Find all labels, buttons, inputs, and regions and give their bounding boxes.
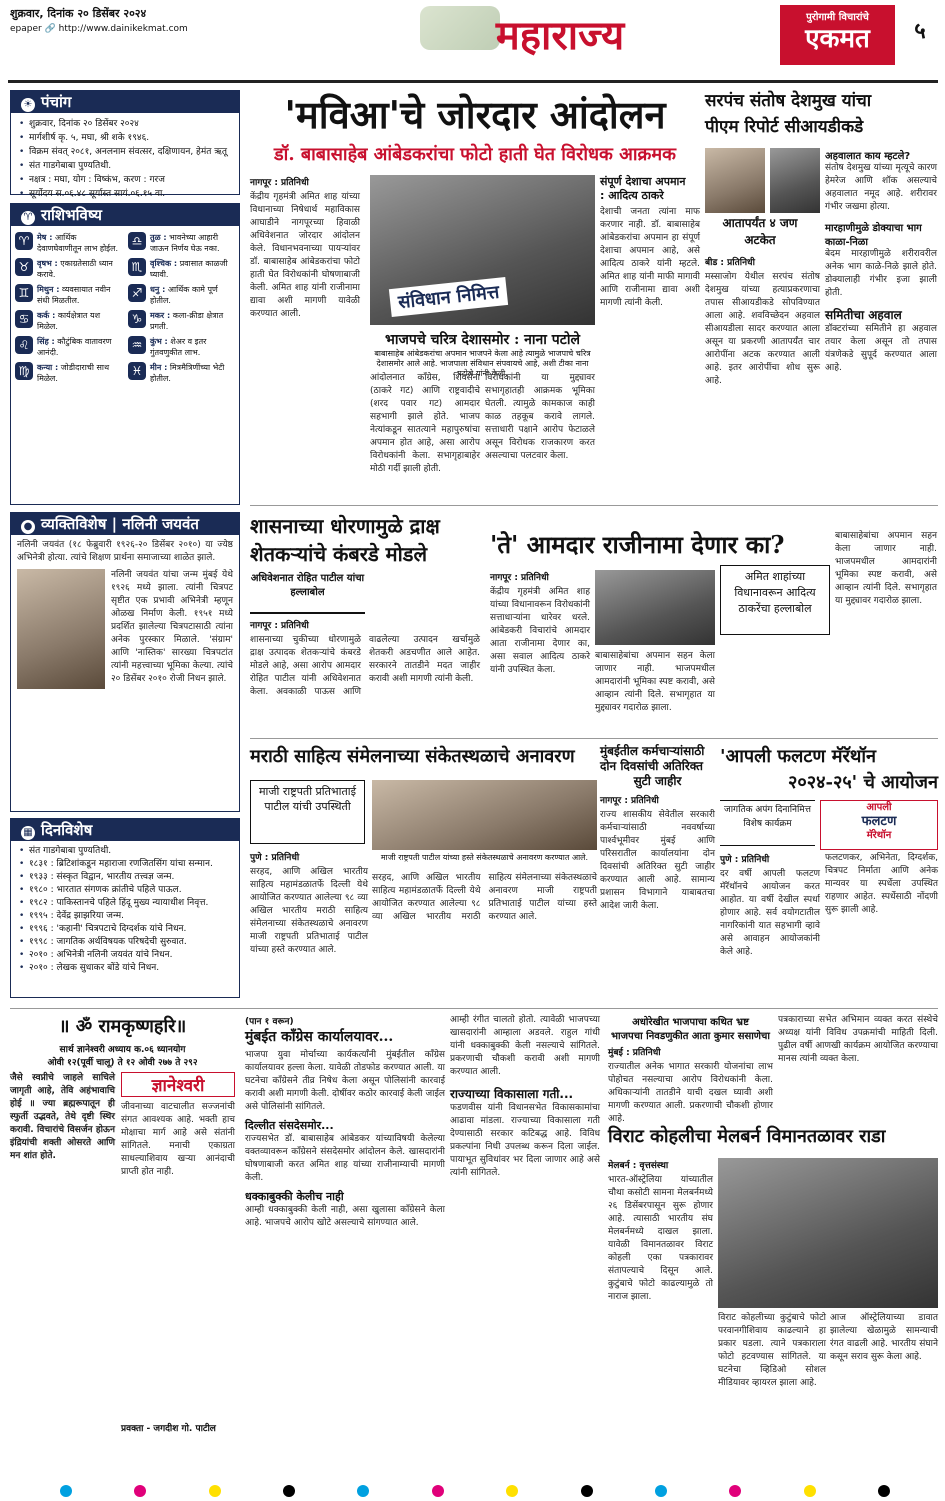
sarpanch-headline-1: सरपंच संतोष देशमुख यांचा xyxy=(705,91,872,111)
list-item: • २०१० : अभिनेत्री नलिनी जयवंत यांचे निधन. xyxy=(19,949,231,962)
zodiac-sign-icon: ♉ xyxy=(15,258,33,276)
rashi-grid xyxy=(11,226,239,390)
sarpanch-text: मस्साजोग येथील सरपंच संतोष देशमुख यांच्या हत्याप्रकरणाचा तपास सीआयडीकडे सोपविण्यात आला आहे. शवविच्छेदन अहवाल सीआयडीला सादर करण्यात आला असून या प्रकरणी आतापर्यंत चार आरोपींना अटक करण्यात आली आहे. इतर आरोपींचा शोध सुरू आहे. xyxy=(705,272,820,386)
hakk-headline-2: भाजपचा निवडणुकीत आता कुमार ससाणेचा xyxy=(611,1031,770,1042)
drakshe-byline: नागपूर : प्रतिनिधी xyxy=(250,621,309,631)
aaditya-title: संपूर्ण देशाचा अपमान xyxy=(600,175,686,188)
holiday-headline-2: दोन दिवसांची अतिरिक्त xyxy=(600,759,704,773)
divider xyxy=(250,738,938,739)
virat-kohli-photo xyxy=(718,1158,938,1308)
zodiac-sign-icon: ♓ xyxy=(128,362,146,380)
santosh-deshmukh-photo xyxy=(705,148,765,213)
konkan-story xyxy=(778,1014,938,1114)
sarpanch-body xyxy=(705,255,820,495)
congress-sub: दिल्लीत संसदेसमोर... xyxy=(245,1119,334,1132)
rashi-name: कुंभ : xyxy=(150,337,168,346)
list-item: • १९९५ : देवेंद्र झाझरिया जन्म. xyxy=(19,910,231,923)
rajinama-side xyxy=(835,530,937,730)
rashi-name: वृषभ : xyxy=(37,259,58,268)
virat-body-3 xyxy=(830,1312,938,1477)
divider xyxy=(250,505,938,506)
drakshe-headline-2: शेतकऱ्यांचे कंबरडे मोडले xyxy=(250,542,428,566)
hakk-story xyxy=(608,1014,773,1124)
sahitya-badge: माजी राष्ट्रपती प्रतिभाताई पाटील यांची उपस्थिती xyxy=(250,780,365,844)
yellow-dot xyxy=(506,1485,518,1497)
mumbai-holiday xyxy=(600,744,715,999)
rashi-name: मीन : xyxy=(150,363,168,372)
list-item: • २०१० : लेखक सुधाकर बोंडे यांचे निधन. xyxy=(19,962,231,975)
lead-subhead: डॉ. बाबासाहेब आंबेडकरांचा फोटो हाती घेत विरोधक आक्रमक xyxy=(274,144,676,165)
holiday-text: राज्य शासकीय सेवेतील सरकारी कर्मचाऱ्यांसाठी नववर्षाच्या पार्श्वभूमीवर मुंबई आणि परिसरातील कार्यालयांना दोन दिवसांची अतिरिक्त सुटी जाहीर करण्यात आली आहे. सामान्य प्रशासन विभागाने याबाबतचा आदेश जारी केला. xyxy=(600,810,715,911)
lead-col2-text: आंदोलनात काँग्रेस, शिवसेना (ठाकरे गट) आणि राष्ट्रवादीचे (शरद पवार गट) आमदार सहभागी झाले होते. भाजप नेत्यांकडून सातत्याने महापुरुषांचा अपमान होत आहे, असा आरोप विरोधकांनी केला. सभागृहाबाहेर मोठी गर्दी झाली होती. xyxy=(370,373,480,474)
marathon-logo-1: आपली xyxy=(866,802,892,813)
black-dot xyxy=(581,1485,593,1497)
lead-col3-text: विरोधकांनी या मुद्द्यावर सभागृहातही आक्रमक भूमिका घेतली. त्यामुळे कामकाज काही काळ तहकूब करावे लागले. सत्ताधारी पक्षाने आरोप फेटाळले असून विरोधक राजकारण करत असल्याचा पलटवार केला. xyxy=(485,373,595,461)
rashi-item xyxy=(15,284,122,306)
rashi-text: आर्थिक देवाणघेवाणीतून लाभ होईल. xyxy=(37,233,119,253)
sahitya-body-2 xyxy=(372,872,597,1000)
virat-byline: मेलबर्न : वृत्तसंस्था xyxy=(608,1161,669,1171)
yellow-dot xyxy=(209,1485,221,1497)
rashi-name: सिंह : xyxy=(37,337,55,346)
vyakti-lead: नलिनी जयवंत (१८ फेब्रुवारी १९२६-२० डिसेंबर २०१०) या ज्येष्ठ अभिनेत्री होत्या. त्यांचे शिक्षण प्रार्थना समाजाच्या शाळेत झाले. xyxy=(17,540,233,563)
congress-headline: मुंबईत काँग्रेस कार्यालयावर... xyxy=(245,1029,394,1045)
rashi-item xyxy=(15,336,122,358)
list-item: • मार्गशीर्ष कृ. ५, मघा, श्री शके १९४६. xyxy=(19,131,231,145)
rashi-text: प्रवासात काळजी घ्यावी. xyxy=(150,259,228,279)
cyan-dot xyxy=(655,1485,667,1497)
panchang-header xyxy=(11,91,239,113)
zodiac-sign-icon: ♋ xyxy=(15,310,33,328)
vyakti-header: ● व्यक्तिविशेष | नलिनी जयवंत xyxy=(11,513,239,535)
lead-headline: 'मविआ'चे जोरदार आंदोलन xyxy=(284,92,666,137)
rashi-name: धनु : xyxy=(150,285,166,294)
protest-photo xyxy=(370,175,595,325)
calendar-icon: ▦ xyxy=(21,826,35,840)
congress-col2-text: आम्ही रंगीत चालतो होतो. त्यावेळी भाजपच्या खासदारांनी आम्हाला अडवले. राहुल गांधी यांनी धक्काबुक्की केली नसल्याचे सांगितले. प्रकरणाची चौकशी करावी अशी मागणी करण्यात आली. xyxy=(450,1015,600,1077)
sahitya-photo xyxy=(372,780,597,850)
sahitya-text-2: सरहद, आणि अखिल भारतीय साहित्य महामंडळातर्फे दिल्ली येथे आयोजित करण्यात आलेल्या ९८ व्या अखिल भारतीय मराठी साहित्य संमेलनाच्या संकेतस्थळाचे अनावरण माजी राष्ट्रपती प्रतिभाताई पाटील यांच्या हस्ते करण्यात आले. xyxy=(372,873,597,922)
sahitya-photo-caption: माजी राष्ट्रपती पाटील यांच्या हस्ते संकेतस्थळाचे अनावरण करण्यात आले. xyxy=(380,853,589,862)
holiday-headline-1: मुंबईतील कर्मचाऱ्यांसाठी xyxy=(600,744,705,758)
zodiac-sign-icon: ♊ xyxy=(15,284,33,302)
person-icon: ● xyxy=(21,520,35,534)
dinvishesh-box xyxy=(10,818,240,998)
rashi-title: राशिभविष्य xyxy=(41,206,102,224)
hakk-text: राज्यातील अनेक भागात सरकारी योजनांचा लाभ पोहोचत नसल्याचा आरोप विरोधकांनी केला. अधिकाऱ्यांनी तातडीने याची दखल घ्यावी अशी मागणी करण्यात आली. प्रकरणाची चौकशी होणार आहे. xyxy=(608,1062,773,1124)
list-item: • १९९६ : 'कहानी' चित्रपटाचे दिग्दर्शक यांचे निधन. xyxy=(19,923,231,936)
dinvishesh-header xyxy=(11,819,239,841)
aaditya-side xyxy=(600,175,700,495)
marathon-headline-2: २०२४-२५' चे आयोजन xyxy=(788,772,938,793)
zodiac-sign-icon: ♎ xyxy=(128,232,146,250)
marathon-logo-2: फलटण xyxy=(861,814,897,829)
brand-tagline: पुरोगामी विचारांचे xyxy=(806,12,869,23)
virat-body-2 xyxy=(718,1312,826,1477)
congress-tag: (पान १ वरून) xyxy=(245,1017,294,1027)
marathon-text: दर वर्षी आपली फलटण मॅरॅथॉनचे आयोजन करत आहोत. या वर्षी देखील स्पर्धा होणार आहे. सर्व वयोगटातील नागरिकांनी यात सहभागी व्हावे असे आवाहन आयोजकांनी केले आहे. xyxy=(720,869,820,957)
ramkrishna-title: ॥ ॐ रामकृष्णहरि॥ xyxy=(58,1016,187,1037)
drakshe-badge: अधिवेशनात रोहित पाटील यांचा हल्लाबोल xyxy=(250,572,365,614)
congress-text-4: फडणवीस यांनी विधानसभेत विकासकामांचा आढावा मांडला. राज्याच्या विकासाला गती देण्यासाठी सरकार कटिबद्ध आहे. विविध प्रकल्पांना निधी उपलब्ध करून दिला जाईल. पायाभूत सुविधांवर भर दिला जाणार आहे असे त्यांनी सांगितले. xyxy=(450,1103,600,1178)
rashi-text: कार्यक्षेत्रात यश मिळेल. xyxy=(37,311,101,331)
holiday-headline-3: सुटी जाहीर xyxy=(633,774,682,788)
rajinama-body-2 xyxy=(595,650,715,730)
rashi-item xyxy=(15,362,122,384)
congress-sub-2: धक्काबुक्की केलीच नाही xyxy=(245,1190,344,1203)
hakk-headline-1: अधोरेखीत भाजपाचा कथित भ्रष्ट xyxy=(632,1017,749,1028)
list-item: • १९९८ : जागतिक अर्थविषयक परिषदेची सुरुवात. xyxy=(19,936,231,949)
virat-text: भारत-ऑस्ट्रेलिया यांच्यातील चौथा कसोटी सामना मेलबर्नमध्ये २६ डिसेंबरपासून सुरू होणार आहे. त्यासाठी भारतीय संघ मेलबर्नमध्ये दाखल झाला. यावेळी विमानतळावर विराट कोहली एका पत्रकारावर संतापल्याचे दिसून आले. कुटुंबाचे फोटो काढल्यामुळे तो नाराज झाला. xyxy=(608,1175,713,1302)
vyakti-body: नलिनी जयवंत यांचा जन्म मुंबई येथे १९२६ मध्ये झाला. त्यांनी चित्रपट सृष्टीत एक प्रभावी अभिनेत्री म्हणून ओळख निर्माण केली. १९५१ मध्ये प्रदर्शित झालेल्या चित्रपटासाठी त्यांना अनेक पुरस्कार मिळाले. 'संग्राम' आणि 'नास्तिक' सारख्या चित्रपटांत त्यांनी महत्त्वाच्या भूमिका केल्या. त्यांचे २० डिसेंबर २०१० रोजी निधन झाले. xyxy=(111,570,233,684)
epaper-link[interactable]: epaper 🔗 http://www.dainikekmat.com xyxy=(10,24,188,34)
magenta-dot xyxy=(729,1485,741,1497)
vehicle-photo xyxy=(770,148,820,213)
photo-caption: भाजपचे चरित्र देशासमोर : नाना पटोले xyxy=(385,332,580,348)
header-divider xyxy=(8,80,938,83)
ramkrishna-column xyxy=(10,1014,235,1474)
section-masthead: महाराज्य xyxy=(495,12,625,59)
committee-title: समितीचा अहवाल xyxy=(825,308,902,322)
report-text: संतोष देशमुख यांच्या मृत्यूचे कारण हेमरेज आणि शॉक असल्याचे अहवालात नमूद आहे. शरीरावर गंभीर जखमा होत्या. xyxy=(825,163,937,212)
issue-date: शुक्रवार, दिनांक २० डिसेंबर २०२४ xyxy=(10,7,147,20)
rashi-item xyxy=(128,336,235,358)
amit-shah-aaditya-photo xyxy=(595,570,715,645)
rajinama-badge: अमित शाहांच्या विधानावरून आदित्य ठाकरेंचा हल्लाबोल xyxy=(720,565,830,635)
rashi-item xyxy=(128,310,235,332)
rashi-text: व्यवसायात नवीन संधी मिळतील. xyxy=(37,285,111,305)
photo-caption-sub: बाबासाहेब आंबेडकरांचा अपमान भाजपने केला आहे त्यामुळे भाजपाचे चरित्र देशासमोर आले आहे. भाजपाला संविधान संपवायचे आहे, अशी टीका नाना पटोले यांनी केली. xyxy=(374,349,591,378)
lead-col3 xyxy=(485,372,595,497)
ramkrishna-text-2: जीवनाच्या वाटचालीत सज्जनांची संगत आवश्यक आहे. भक्ती हाच मोक्षाचा मार्ग आहे असे संतांनी सांगितले. मनाची एकाग्रता साधल्याशिवाय खऱ्या आनंदाची प्राप्ती होत नाही. xyxy=(121,1102,235,1177)
rashi-text: भावनेच्या आहारी जाऊन निर्णय घेऊ नका. xyxy=(150,233,220,253)
list-item: • १९३३ : संस्कृत विद्वान, भारतीय तत्त्वज्ञ जन्म. xyxy=(19,871,231,884)
list-item: • नक्षत्र : मघा, योग : विष्कंभ, करण : गरज xyxy=(19,173,231,187)
rashi-name: वृश्चिक : xyxy=(150,259,178,268)
report-title: अहवालात काय म्हटले? xyxy=(825,151,911,162)
sarpanch-headline-2: पीएम रिपोर्ट सीआयडीकडे xyxy=(705,117,864,137)
marathon-headline-1: 'आपली फलटण मॅरॅथॉन xyxy=(720,746,876,767)
rashi-text: कला-क्रीडा क्षेत्रात प्रगती. xyxy=(150,311,224,331)
sun-icon: ☀ xyxy=(21,98,35,112)
congress-sub-3: राज्याच्या विकासाला गती... xyxy=(450,1087,574,1101)
zodiac-sign-icon: ♍ xyxy=(15,362,33,380)
ramkrishna-ref2: ओवी १२(पूर्वी चालू) ते १२ ओवी २७७ ते २९२ xyxy=(47,1058,198,1068)
rashi-name: कन्या : xyxy=(37,363,59,372)
marathon-byline: पुणे : प्रतिनिधी xyxy=(720,855,770,865)
congress-text-2: राज्यसभेत डॉ. बाबासाहेब आंबेडकर यांच्याविषयी केलेल्या वक्तव्यावरून काँग्रेसने संसदेसमोर आंदोलन केले. खासदारांनी घोषणाबाजी करत अमित शाह यांच्या राजीनाम्याची मागणी केली. xyxy=(245,1134,445,1183)
dinvishesh-title: दिनविशेष xyxy=(41,821,93,839)
aaditya-text: देशाची जनता त्यांना माफ करणार नाही. डॉ. बाबासाहेब आंबेडकरांचा अपमान हा संपूर्ण देशाचा अपमान आहे, असे आदित्य ठाकरे यांनी म्हटले. अमित शाह यांनी माफी मागावी आणि राजीनामा द्यावा अशी मागणी त्यांनी केली. xyxy=(600,207,700,308)
marathon-body xyxy=(720,852,820,1002)
congress-col2 xyxy=(450,1014,600,1474)
panchang-title: पंचांग xyxy=(41,93,72,111)
brand-name: एकमत xyxy=(805,24,870,54)
list-item: • सूर्योदय स.०६.४८ सूर्यास्त सायं.०६.१५ वा. xyxy=(19,187,231,201)
rashi-header xyxy=(11,204,239,226)
konkan-text: पत्रकाराच्या सभेत अभिमान व्यक्त करत संस्थेचे अध्यक्ष यांनी विविध उपक्रमांची माहिती दिली. पुढील वर्षी आणखी कार्यक्रम आयोजित करण्याचा मानस त्यांनी व्यक्त केला. xyxy=(778,1015,938,1064)
congress-text-3: आम्ही धक्काबुक्की केली नाही, असा खुलासा काँग्रेसने केला आहे. भाजपचे आरोप खोटे असल्याचे सांगण्यात आले. xyxy=(245,1205,445,1228)
congress-story xyxy=(245,1014,445,1474)
list-item: • १८३१ : ब्रिटिशांकडून महाराजा रणजितसिंग यांचा सन्मान. xyxy=(19,858,231,871)
black-dot xyxy=(283,1485,295,1497)
marathon-body-2 xyxy=(825,852,938,1002)
zodiac-sign-icon: ♏ xyxy=(128,258,146,276)
magenta-dot xyxy=(432,1485,444,1497)
rashi-text: मित्रमैत्रिणींच्या भेटी होतील. xyxy=(150,363,225,383)
virat-text-3: आज ऑस्ट्रेलियाच्या डावात झालेल्या खेळामुळे सामन्याची रंगत वाढली आहे. भारतीय संघाने कसून सराव सुरू केला आहे. xyxy=(830,1313,938,1362)
ramkrishna-ref: सार्थ ज्ञानेश्वरी अध्याय क.०६ ध्यानयोग xyxy=(59,1045,186,1055)
list-item: • संत गाडगेबाबा पुण्यतिथी. xyxy=(19,845,231,858)
rashi-text: एकाग्रतेसाठी ध्यान करावे. xyxy=(37,259,113,279)
brand-logo xyxy=(780,5,895,65)
rashi-name: कर्क : xyxy=(37,311,56,320)
beating-title: मारहाणीमुळे डोक्याचा भाग काळा-निळा xyxy=(825,223,922,248)
rashi-text: कौटुंबिक वातावरण आनंदी. xyxy=(37,337,112,357)
cyan-dot xyxy=(357,1485,369,1497)
panchang-list xyxy=(11,113,239,205)
sahitya-body xyxy=(250,850,368,1000)
rajinama-byline: नागपूर : प्रतिनिधी xyxy=(490,573,549,583)
aaditya-sub: : आदित्य ठाकरे xyxy=(600,189,664,202)
cyan-dot xyxy=(60,1485,72,1497)
list-item: • १९८२ : पाकिस्तानचे पहिले हिंदू मुख्य न्यायाधीश निवृत्त. xyxy=(19,897,231,910)
rashi-item xyxy=(15,232,122,254)
rashi-item xyxy=(128,258,235,280)
zodiac-icon: ♈ xyxy=(21,211,35,225)
lead-col1-text: केंद्रीय गृहमंत्री अमित शाह यांच्या विधानाच्या निषेधार्थ महाविकास आघाडीने नागपूरच्या हिवाळी अधिवेशनात जोरदार आंदोलन केले. विधानभवनाच्या पायऱ्यांवर डॉ. बाबासाहेब आंबेडकरांचा फोटो हाती घेत विरोधकांनी घोषणाबाजी केली. अमित शाह यांनी राजीनामा द्यावा अशी मागणी यावेळी करण्यात आली. xyxy=(250,192,360,319)
rashi-text: जोडीदाराची साथ मिळेल. xyxy=(37,363,110,383)
vyakti-box xyxy=(10,512,240,812)
rashi-item xyxy=(15,310,122,332)
rashi-name: मिथुन : xyxy=(37,285,60,294)
rashi-item xyxy=(128,284,235,306)
arrest-badge: आतापर्यंत ४ जण अटकेत xyxy=(722,216,798,247)
nalini-jaywant-photo xyxy=(17,569,105,689)
rajinama-text-2: बाबासाहेबांचा अपमान सहन केला जाणार नाही. भाजपमधील आमदारांनी भूमिका स्पष्ट करावी, असे आव्हान त्यांनी दिले. सभागृहात या मुद्द्यावर गदारोळ झाला. xyxy=(595,651,715,713)
lead-col2 xyxy=(370,372,480,497)
dnyaneshwari-logo: ज्ञानेश्वरी xyxy=(121,1072,235,1097)
rashi-item xyxy=(128,232,235,254)
zodiac-sign-icon: ♒ xyxy=(128,336,146,354)
list-item: • शुक्रवार, दिनांक २० डिसेंबर २०२४ xyxy=(19,117,231,131)
ramkrishna-sign: प्रवक्ता - जगदीश गो. पाटील xyxy=(121,1424,216,1434)
virat-headline: विराट कोहलीचा मेलबर्न विमानतळावर राडा xyxy=(608,1126,886,1147)
page-number: ५ xyxy=(914,19,926,44)
virat-body xyxy=(608,1158,713,1478)
rajinama-headline: 'ते' आमदार राजीनामा देणार का? xyxy=(490,530,785,559)
list-item: • संत गाडगेबाबा पुण्यतिथी. xyxy=(19,159,231,173)
rajinama-body xyxy=(490,570,590,730)
sahitya-byline: पुणे : प्रतिनिधी xyxy=(250,853,300,863)
rashi-item xyxy=(128,362,235,384)
print-registration-marks xyxy=(60,1484,890,1498)
ramkrishna-text: जैसे स्वप्नीचे जाहले साचिले जागृती आहे, तेवि अहंभावाचि होई ॥ ज्या ब्रह्मरूपातून ही स्फुर्ती उद्भवते, तेथे दृष्टी स्थिर करावी. विचारांचे विसर्जन होऊन इंद्रियांची शक्ती ओसरते आणि मन शांत होते. xyxy=(10,1073,115,1161)
lead-col1 xyxy=(250,175,360,465)
sarpanch-side xyxy=(825,148,937,498)
marathon-text-2: फलटणकर, अभिनेता, दिग्दर्शक, चित्रपट निर्माता आणि अनेक मान्यवर या स्पर्धेला उपस्थित राहणार आहेत. स्पर्धेसाठी नोंदणी सुरू झाली आहे. xyxy=(825,853,938,915)
lead-byline: नागपूर : प्रतिनिधी xyxy=(250,178,309,188)
rashi-name: तुळ : xyxy=(150,233,167,242)
vyakti-title: व्यक्तिविशेष xyxy=(41,515,107,533)
zodiac-sign-icon: ♐ xyxy=(128,284,146,302)
beating-text: बेदम मारहाणीमुळे शरीरावरील अनेक भाग काळे-निळे झाले होते. डोक्यालाही गंभीर इजा झाली होती. xyxy=(825,249,937,298)
black-dot xyxy=(878,1485,890,1497)
drakshe-headline-1: शासनाच्या धोरणामुळे द्राक्ष xyxy=(250,514,440,538)
sahitya-headline: मराठी साहित्य संमेलनाच्या संकेतस्थळाचे अनावरण xyxy=(250,746,575,767)
list-item: • १९८० : भारतात संगणक क्रांतीचे पहिले पाऊल. xyxy=(19,884,231,897)
vyakti-subtitle: नलिनी जयवंत xyxy=(122,515,199,533)
marathon-badge: जागतिक अपंग दिनानिमित्त विशेष कार्यक्रम xyxy=(720,800,815,846)
sahitya-text: सरहद, आणि अखिल भारतीय साहित्य महामंडळातर्फे दिल्ली येथे आयोजित करण्यात आलेल्या ९८ व्या अखिल भारतीय मराठी साहित्य संमेलनाच्या संकेतस्थळाचे अनावरण माजी राष्ट्रपती प्रतिभाताई पाटील यांच्या हस्ते करण्यात आले. xyxy=(250,867,368,955)
hakk-byline: मुंबई : प्रतिनिधी xyxy=(608,1048,661,1058)
rashi-box xyxy=(10,203,240,505)
list-item: • विक्रम संवत् २०८१, अनलनाम संवत्सर, दक्षिणायन, हेमंत ऋतू xyxy=(19,145,231,159)
marathon-logo xyxy=(820,800,938,850)
congress-text: भाजपा युवा मोर्चाच्या कार्यकर्त्यांनी मुंबईतील काँग्रेस कार्यालयावर हल्ला केला. यावेळी तोडफोड करण्यात आली. या घटनेचा काँग्रेसने तीव्र निषेध केला असून पोलिसांनी कारवाई करावी अशी मागणी केली. दोषींवर कठोर कारवाई केली जाईल असे पोलिसांनी सांगितले. xyxy=(245,1050,445,1112)
photo-caption-box xyxy=(370,330,595,378)
virat-text-2: विराट कोहलीच्या कुटुंबाचे फोटो परवानगीशिवाय काढल्याने हा प्रकार घडला. त्याने पत्रकाराला फोटो हटवण्यास सांगितले. या घटनेचा व्हिडिओ सोशल मीडियावर व्हायरल झाला आहे. xyxy=(718,1313,826,1388)
samvidhan-banner: संविधान निमित्त xyxy=(389,277,509,317)
rashi-name: मकर : xyxy=(150,311,171,320)
magenta-dot xyxy=(134,1485,146,1497)
panchang-box xyxy=(10,90,240,199)
zodiac-sign-icon: ♌ xyxy=(15,336,33,354)
rashi-text: आर्थिक कामे पूर्ण होतील. xyxy=(150,285,218,305)
holiday-byline: नागपूर : प्रतिनिधी xyxy=(600,796,659,806)
divider xyxy=(10,1008,938,1009)
yellow-dot xyxy=(804,1485,816,1497)
drakshe-text: शासनाच्या चुकीच्या धोरणामुळे द्राक्ष उत्पादक शेतकऱ्यांचे कंबरडे मोडले आहे, असा आरोप आमदार रोहित पाटील यांनी अधिवेशनात केला. अवकाळी पाऊस आणि वाढलेल्या उत्पादन खर्चामुळे शेतकरी अडचणीत आले आहेत. सरकारने तातडीने मदत जाहीर करावी अशी मागणी त्यांनी केली. xyxy=(250,635,480,697)
zodiac-sign-icon: ♑ xyxy=(128,310,146,328)
rashi-name: मेष : xyxy=(37,233,53,242)
rashi-text: शेअर व इतर गुंतवणुकीत लाभ. xyxy=(150,337,207,357)
sarpanch-byline: बीड : प्रतिनिधी xyxy=(705,258,755,268)
marathon-logo-3: मॅरेथॉन xyxy=(866,830,892,841)
dinvishesh-list xyxy=(11,841,239,979)
committee-text: डॉक्टरांच्या समितीने हा अहवाल तयार केला असून तो तपास यंत्रणेकडे सुपूर्द करण्यात आला आहे. xyxy=(825,324,937,373)
drakshe-body xyxy=(250,618,480,728)
rashi-item xyxy=(15,258,122,280)
zodiac-sign-icon: ♈ xyxy=(15,232,33,250)
rajinama-side-text: बाबासाहेबांचा अपमान सहन केला जाणार नाही. भाजपमधील आमदारांनी भूमिका स्पष्ट करावी, असे आव्हान त्यांनी दिले. सभागृहात या मुद्द्यावर गदारोळ झाला. xyxy=(835,531,937,606)
rajinama-text: केंद्रीय गृहमंत्री अमित शाह यांच्या विधानावरून विरोधकांनी सत्ताधाऱ्यांना धारेवर धरले. आंबेडकरी विचारांचे आमदार आता राजीनामा देणार का, असा सवाल आदित्य ठाकरे यांनी उपस्थित केला. xyxy=(490,587,590,675)
